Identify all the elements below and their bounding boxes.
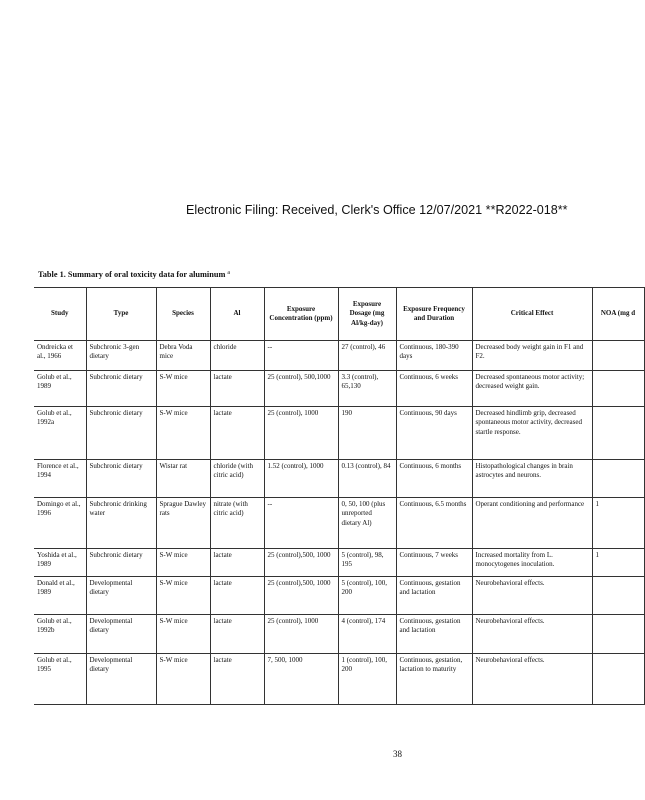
table-cell: Golub et al., 1992b bbox=[34, 615, 86, 654]
table-cell: Sprague Dawley rats bbox=[156, 498, 210, 549]
table-cell: 7, 500, 1000 bbox=[264, 654, 338, 705]
table-cell: 3.3 (control), 65,130 bbox=[338, 371, 396, 407]
table-cell: Developmental dietary bbox=[86, 577, 156, 615]
table-container bbox=[34, 287, 636, 705]
column-header: Type bbox=[86, 288, 156, 341]
table-cell: 5 (control), 98, 195 bbox=[338, 549, 396, 577]
table-cell: Continuous, gestation and lactation bbox=[396, 615, 472, 654]
table-cell: 25 (control),500, 1000 bbox=[264, 577, 338, 615]
table-caption bbox=[38, 270, 230, 279]
table-row bbox=[34, 615, 644, 654]
table-cell: Decreased hindlimb grip, decreased spontaneous motor activity, decreased startle response. bbox=[472, 407, 592, 460]
table-header-row bbox=[34, 288, 644, 341]
table-cell: Continuous, 6 months bbox=[396, 460, 472, 498]
table-cell: lactate bbox=[210, 407, 264, 460]
table-cell: Neurobehavioral effects. bbox=[472, 615, 592, 654]
table-cell: Histopathological changes in brain astrocytes and neurons. bbox=[472, 460, 592, 498]
table-cell: Operant conditioning and performance bbox=[472, 498, 592, 549]
table-cell: chloride bbox=[210, 341, 264, 371]
page-number: 38 bbox=[393, 749, 402, 759]
column-header: Critical Effect bbox=[472, 288, 592, 341]
table-cell bbox=[592, 341, 644, 371]
table-cell: Florence et al., 1994 bbox=[34, 460, 86, 498]
table-cell: 1 bbox=[592, 498, 644, 549]
table-cell: Subchronic drinking water bbox=[86, 498, 156, 549]
table-cell: lactate bbox=[210, 577, 264, 615]
table-cell: S-W mice bbox=[156, 549, 210, 577]
table-row bbox=[34, 498, 644, 549]
column-header: Exposure Concentration (ppm) bbox=[264, 288, 338, 341]
table-cell: 25 (control),500, 1000 bbox=[264, 549, 338, 577]
table-cell: Golub et al., 1989 bbox=[34, 371, 86, 407]
toxicity-table bbox=[34, 287, 645, 705]
table-row bbox=[34, 460, 644, 498]
caption-footnote-mark: a bbox=[227, 270, 231, 276]
table-cell: S-W mice bbox=[156, 577, 210, 615]
table-cell: Yoshida et al., 1989 bbox=[34, 549, 86, 577]
table-cell: lactate bbox=[210, 615, 264, 654]
table-cell: -- bbox=[264, 498, 338, 549]
table-cell: Continuous, 6 weeks bbox=[396, 371, 472, 407]
table-cell: chloride (with citric acid) bbox=[210, 460, 264, 498]
table-cell: Continuous, 90 days bbox=[396, 407, 472, 460]
table-cell: 25 (control), 1000 bbox=[264, 407, 338, 460]
table-cell: Neurobehavioral effects. bbox=[472, 654, 592, 705]
table-cell: lactate bbox=[210, 654, 264, 705]
column-header: Exposure Frequency and Duration bbox=[396, 288, 472, 341]
table-cell: 0, 50, 100 (plus unreported dietary Al) bbox=[338, 498, 396, 549]
table-cell: 1 bbox=[592, 549, 644, 577]
table-cell bbox=[592, 615, 644, 654]
table-cell: Wistar rat bbox=[156, 460, 210, 498]
table-cell bbox=[592, 654, 644, 705]
table-cell: Continuous, gestation, lactation to maturity bbox=[396, 654, 472, 705]
table-cell: lactate bbox=[210, 371, 264, 407]
table-cell: Decreased body weight gain in F1 and F2. bbox=[472, 341, 592, 371]
table-row bbox=[34, 407, 644, 460]
filing-stamp: Electronic Filing: Received, Clerk's Office 12/07/2021 **R2022-018** bbox=[186, 203, 568, 217]
table-cell: Domingo et al., 1996 bbox=[34, 498, 86, 549]
table-cell: nitrate (with citric acid) bbox=[210, 498, 264, 549]
table-cell: 25 (control), 1000 bbox=[264, 615, 338, 654]
table-cell: -- bbox=[264, 341, 338, 371]
table-cell: Continuous, 6.5 months bbox=[396, 498, 472, 549]
table-row bbox=[34, 341, 644, 371]
column-header: Species bbox=[156, 288, 210, 341]
caption-text: Table 1. Summary of oral toxicity data for aluminum bbox=[38, 270, 226, 279]
table-cell: 1 (control), 100, 200 bbox=[338, 654, 396, 705]
column-header: Study bbox=[34, 288, 86, 341]
table-cell bbox=[592, 371, 644, 407]
table-row bbox=[34, 549, 644, 577]
table-cell: 0.13 (control), 84 bbox=[338, 460, 396, 498]
table-cell: Subchronic dietary bbox=[86, 460, 156, 498]
table-cell: Continuous, 7 weeks bbox=[396, 549, 472, 577]
table-cell: 1.52 (control), 1000 bbox=[264, 460, 338, 498]
table-cell bbox=[592, 407, 644, 460]
table-cell: 4 (control), 174 bbox=[338, 615, 396, 654]
table-cell: S-W mice bbox=[156, 407, 210, 460]
table-cell: 25 (control), 500,1000 bbox=[264, 371, 338, 407]
table-cell: Golub et al., 1992a bbox=[34, 407, 86, 460]
table-cell: Neurobehavioral effects. bbox=[472, 577, 592, 615]
table-cell: Decreased spontaneous motor activity; decreased weight gain. bbox=[472, 371, 592, 407]
table-cell: Subchronic dietary bbox=[86, 371, 156, 407]
table-cell: Donald et al., 1989 bbox=[34, 577, 86, 615]
table-cell: S-W mice bbox=[156, 371, 210, 407]
table-cell: Developmental dietary bbox=[86, 654, 156, 705]
column-header: NOA (mg d bbox=[592, 288, 644, 341]
table-cell bbox=[592, 460, 644, 498]
table-row bbox=[34, 577, 644, 615]
table-cell: Increased mortality from L. monocytogenes inoculation. bbox=[472, 549, 592, 577]
table-row bbox=[34, 654, 644, 705]
table-cell: Subchronic dietary bbox=[86, 549, 156, 577]
table-cell: S-W mice bbox=[156, 615, 210, 654]
column-header: Al bbox=[210, 288, 264, 341]
table-cell: Continuous, gestation and lactation bbox=[396, 577, 472, 615]
table-cell: 27 (control), 46 bbox=[338, 341, 396, 371]
table-cell: Developmental dietary bbox=[86, 615, 156, 654]
table-cell: lactate bbox=[210, 549, 264, 577]
table-cell: 190 bbox=[338, 407, 396, 460]
table-cell: Continuous, 180-390 days bbox=[396, 341, 472, 371]
table-cell: Subchronic 3-gen dietary bbox=[86, 341, 156, 371]
table-row bbox=[34, 371, 644, 407]
table-cell: Ondreicka et al., 1966 bbox=[34, 341, 86, 371]
table-cell: S-W mice bbox=[156, 654, 210, 705]
table-cell: Debra Voda mice bbox=[156, 341, 210, 371]
table-cell: 5 (control), 100, 200 bbox=[338, 577, 396, 615]
table-cell: Subchronic dietary bbox=[86, 407, 156, 460]
table-cell bbox=[592, 577, 644, 615]
table-cell: Golub et al., 1995 bbox=[34, 654, 86, 705]
column-header: Exposure Dosage (mg Al/kg-day) bbox=[338, 288, 396, 341]
